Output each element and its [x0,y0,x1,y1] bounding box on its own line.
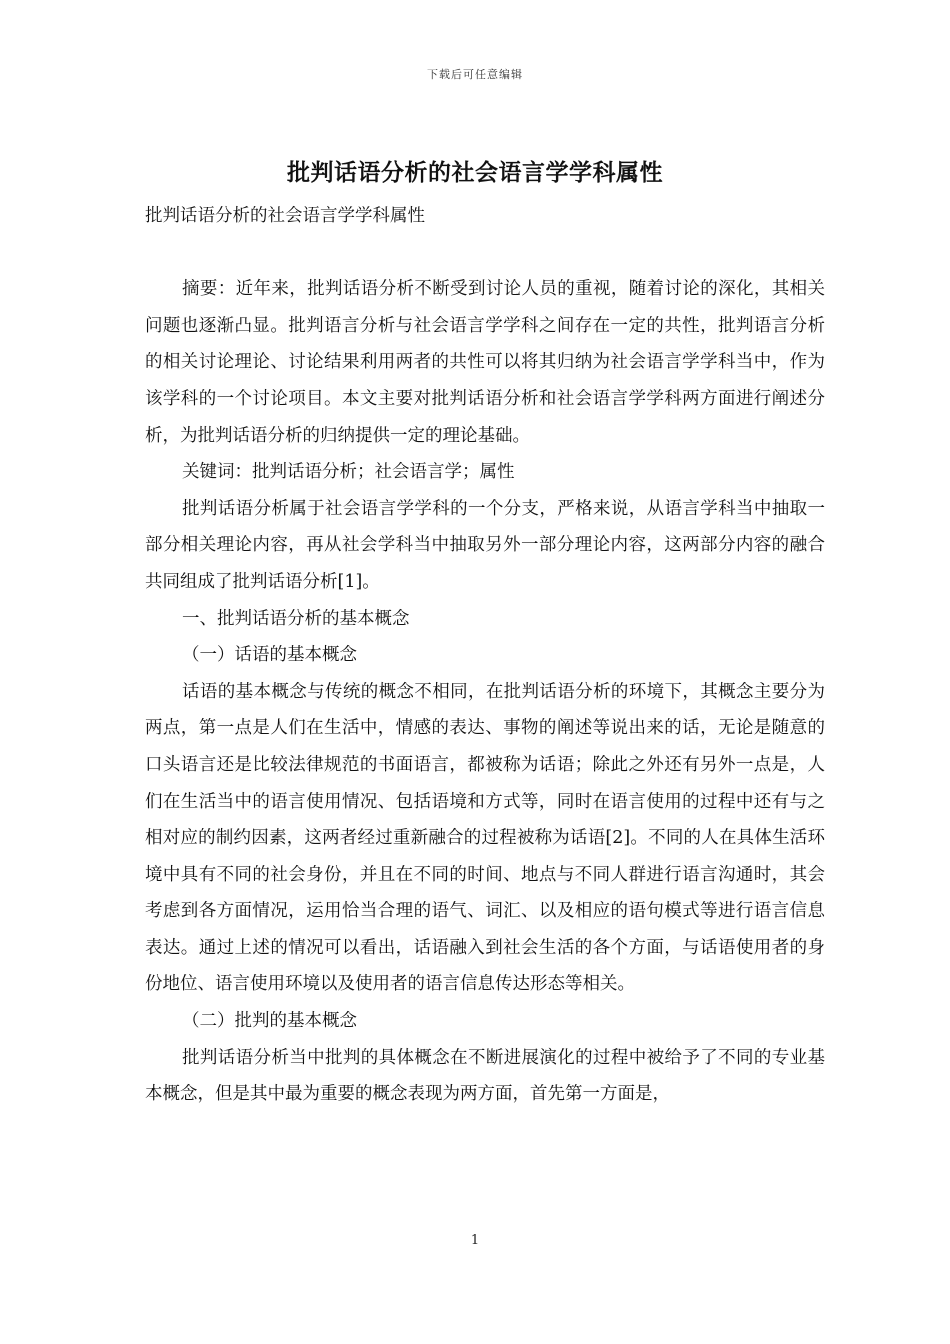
body-paragraph: 批判话语分析当中批判的具体概念在不断进展演化的过程中被给予了不同的专业基本概念，但是其中最为重要的概念表现为两方面，首先第一方面是， [145,1047,825,1105]
abstract-paragraph: 摘要：近年来，批判话语分析不断受到讨论人员的重视，随着讨论的深化，其相关问题也逐渐凸显。批判语言分析与社会语言学学科之间存在一定的共性，批判语言分析的相关讨论理论、讨论结果利用两者的共性可以将其归纳为社会语言学学科当中，作为该学科的一个讨论项目。本文主要对批判话语分析和社会语言学学科两方面进行阐述分析，为批判话语分析的归纳提供一定的理论基础。 [145,279,825,446]
keywords-line: 关键词：批判话语分析；社会语言学；属性 [182,462,515,483]
section-heading: 一、批判话语分析的基本概念 [182,608,410,629]
intro-paragraph: 批判话语分析属于社会语言学学科的一个分支，严格来说，从语言学科当中抽取一部分相关理论内容，再从社会学科当中抽取另外一部分理论内容，这两部分内容的融合共同组成了批判话语分析[1]。 [145,498,825,592]
document-title: 批判话语分析的社会语言学学科属性 [287,160,663,186]
document-subtitle: 批判话语分析的社会语言学学科属性 [145,206,425,226]
page-header-note: 下载后可任意编辑 [427,68,523,81]
page-number: 1 [470,1233,480,1248]
body-paragraph: 话语的基本概念与传统的概念不相同，在批判话语分析的环境下，其概念主要分为两点，第一点是人们在生活中，情感的表达、事物的阐述等说出来的话，无论是随意的口头语言还是比较法律规范的书面语言，都被称为话语；除此之外还有另外一点是，人们在生活当中的语言使用情况、包括语境和方式等，同时在语言使用的过程中还有与之相对应的制约因素，这两者经过重新融合的过程被称为话语[2]。不同的人在具体生活环境中具有不同的社会身份，并且在不同的时间、地点与不同人群进行语言沟通时，其会考虑到各方面情况，运用恰当合理的语气、词汇、以及相应的语句模式等进行语言信息表达。通过上述的情况可以看出，话语融入到社会生活的各个方面，与话语使用者的身份地位、语言使用环境以及使用者的语言信息传达形态等相关。 [145,681,825,995]
subsection-heading: （一）话语的基本概念 [182,645,357,666]
document-body [145,198,825,1113]
subsection-heading: （二）批判的基本概念 [182,1011,357,1032]
